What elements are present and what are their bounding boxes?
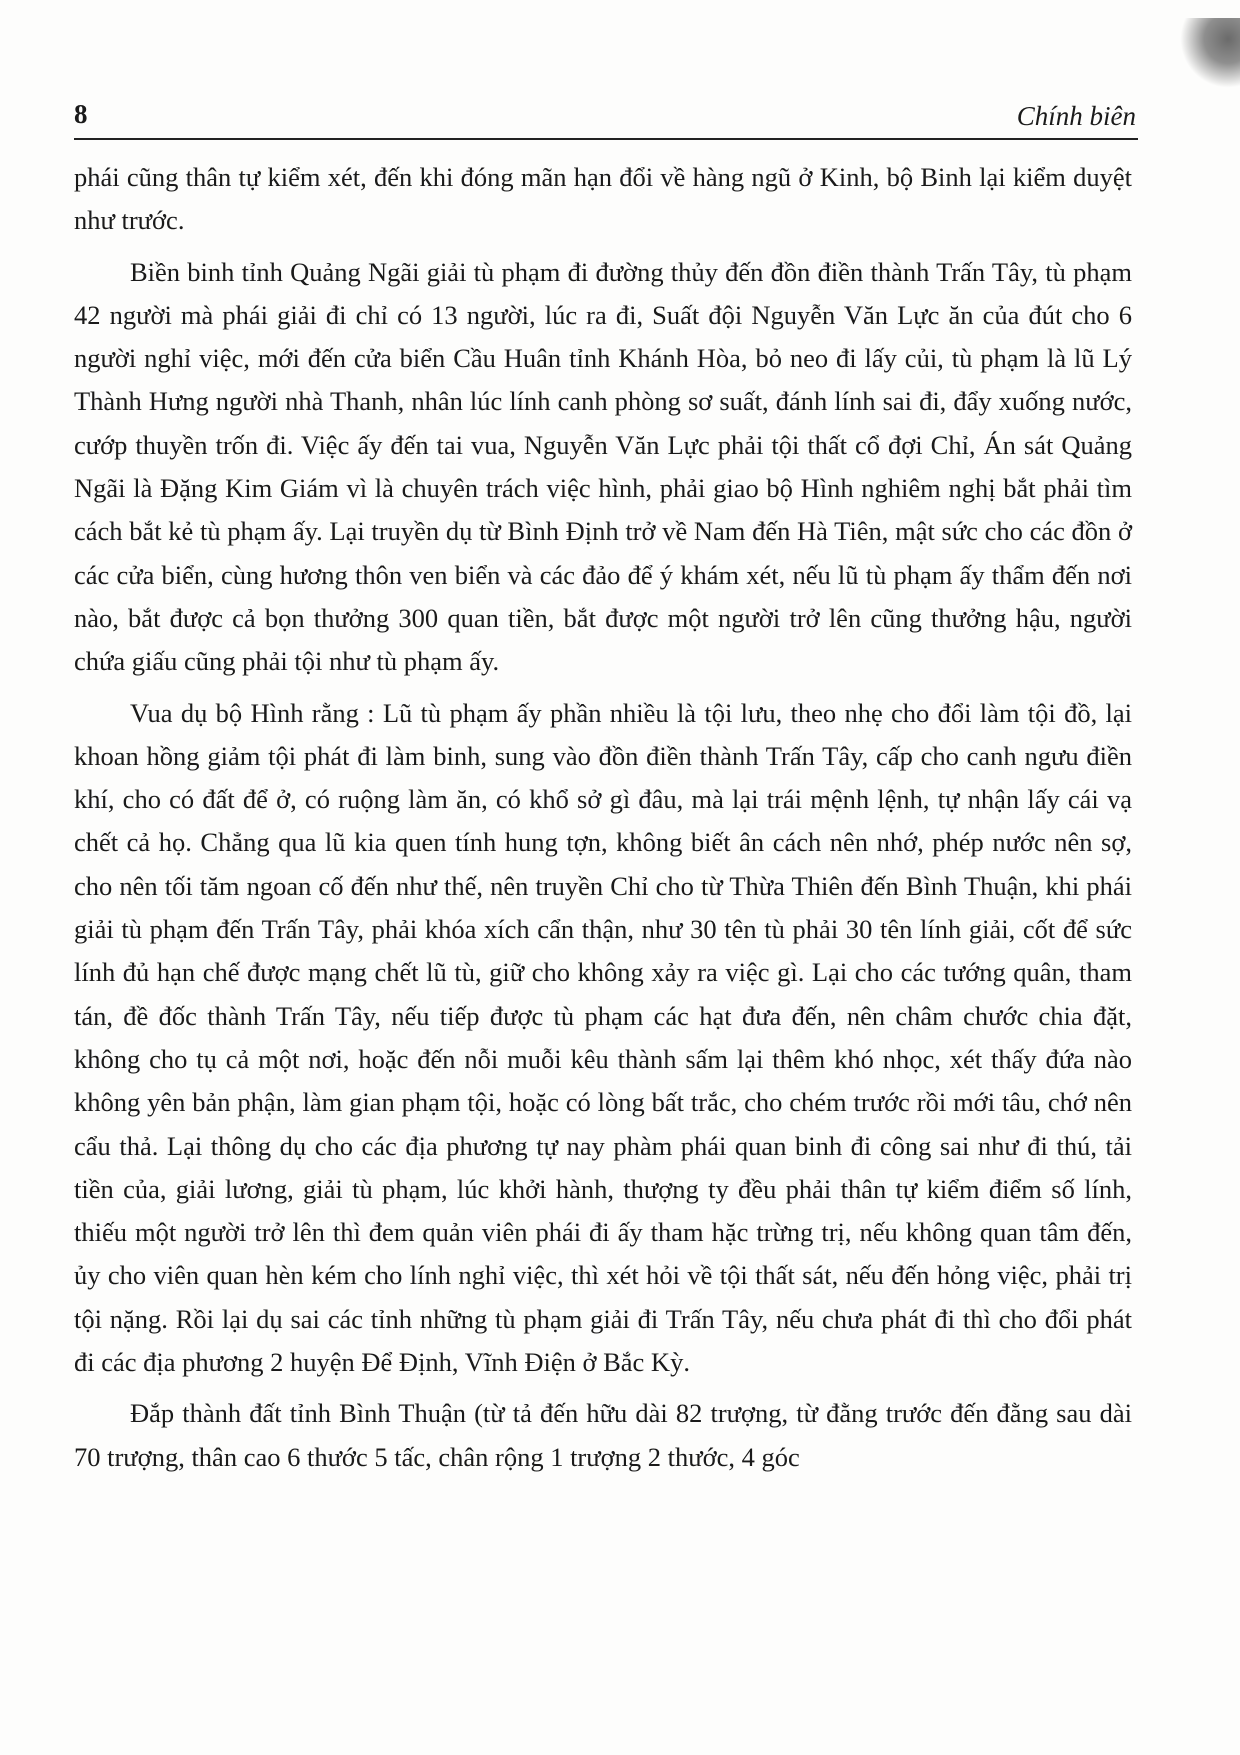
paragraph-binh-thuan-citadel: Đắp thành đất tỉnh Bình Thuận (từ tả đến hữu dài 82 trượng, từ đằng trước đến đằng sau dài 70 trượng, thân cao 6 thước 5 tấc, chân rộng 1 trượng 2 thước, 4 góc (74, 1398, 1132, 1472)
page-number: 8 (74, 99, 88, 129)
corner-stamp-mark (1180, 18, 1240, 88)
section-title: Chính biên (1016, 101, 1136, 131)
running-header (74, 92, 1138, 140)
paragraph-royal-edict: Vua dụ bộ Hình rằng : Lũ tù phạm ấy phần nhiều là tội lưu, theo nhẹ cho đổi làm tội đồ, lại khoan hồng giảm tội phát đi làm binh, sung vào đồn điền thành Trấn Tây, cấp cho canh ngưu điền khí, cho có đất để ở, có ruộng làm ăn, có khổ sở gì đâu, mà lại trái mệnh lệnh, tự nhận lấy cái vạ chết cả họ. Chẳng qua lũ kia quen tính hung tợn, không biết ân cách nên nhớ, phép nước nên sợ, cho nên tối tăm ngoan cố đến như thế, nên truyền Chỉ cho từ Thừa Thiên đến Bình Thuận, khi phái giải tù phạm đến Trấn Tây, phải khóa xích cẩn thận, như 30 tên tù phải 30 tên lính giải, cốt để sức lính đủ hạn chế được mạng chết lũ tù, giữ cho không xảy ra việc gì. Lại cho các tướng quân, tham tán, đề đốc thành Trấn Tây, nếu tiếp được tù phạm các hạt đưa đến, nên châm chước chia đặt, không cho tụ cả một nơi, hoặc đến nỗi muỗi kêu thành sấm lại thêm khó nhọc, xét thấy đứa nào không yên bản phận, làm gian phạm tội, hoặc có lòng bất trắc, cho chém trước rồi mới tâu, chớ nên cẩu thả. Lại thông dụ cho các địa phương tự nay phàm phái quan binh đi công sai như đi thú, tải tiền của, giải lương, giải tù phạm, lúc khởi hành, thượng ty đều phải thân tự kiểm điểm số lính, thiếu một người trở lên thì đem quản viên phái đi ấy tham hặc trừng trị, nếu không quan tâm đến, ủy cho viên quan hèn kém cho lính nghỉ việc, thì xét hỏi về tội thất sát, nếu đến hỏng việc, phải trị tội nặng. Rồi lại dụ sai các tỉnh những tù phạm giải đi Trấn Tây, nếu chưa phát đi thì cho đổi phát đi các địa phương 2 huyện Để Định, Vĩnh Điện ở Bắc Kỳ. (74, 697, 1132, 1378)
paragraph-continuation: phái cũng thân tự kiểm xét, đến khi đóng mãn hạn đổi về hàng ngũ ở Kinh, bộ Binh lại kiểm duyệt như trước. (74, 162, 1132, 236)
paragraph-quang-ngai-prisoners: Biền binh tỉnh Quảng Ngãi giải tù phạm đi đường thủy đến đồn điền thành Trấn Tây, tù phạm 42 người mà phái giải đi chỉ có 13 người, lúc ra đi, Suất đội Nguyễn Văn Lực ăn của đút cho 6 người nghỉ việc, mới đến cửa biển Cầu Huân tỉnh Khánh Hòa, bỏ neo đi lấy củi, tù phạm là lũ Lý Thành Hưng người nhà Thanh, nhân lúc lính canh phòng sơ suất, đánh lính sai đi, đẩy xuống nước, cướp thuyền trốn đi. Việc ấy đến tai vua, Nguyễn Văn Lực phải tội thất cổ đợi Chỉ, Án sát Quảng Ngãi là Đặng Kim Giám vì là chuyên trách việc hình, phải giao bộ Hình nghiêm nghị bắt phải tìm cách bắt kẻ tù phạm ấy. Lại truyền dụ từ Bình Định trở về Nam đến Hà Tiên, mật sức cho các đồn ở các cửa biển, cùng hương thôn ven biển và các đảo để ý khám xét, nếu lũ tù phạm ấy thẩm đến nơi nào, bắt được cả bọn thưởng 300 quan tiền, bắt được một người trở lên cũng thưởng hậu, người chứa giấu cũng phải tội như tù phạm ấy. (74, 256, 1132, 677)
body-text (74, 156, 1132, 1487)
